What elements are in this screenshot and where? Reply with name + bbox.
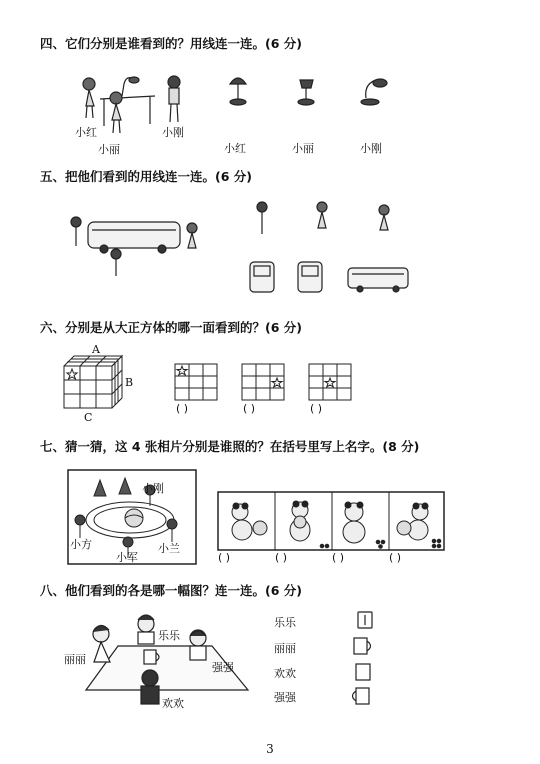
q4-scene-label-xiaogang: 小刚: [162, 126, 184, 139]
q7-answer-blank-3[interactable]: ( ): [332, 551, 345, 564]
question-8-title: 八、他们看到的各是哪一幅图？连一连。(6 分): [40, 583, 302, 598]
q8-scene-label-lele: 乐乐: [158, 629, 180, 642]
q7-scene-label-xiaojun: 小军: [116, 551, 138, 564]
q8-list-lele: 乐乐: [274, 616, 296, 629]
q4-scene-label-xiaoli: 小丽: [98, 143, 120, 156]
q6-face-label-a: A: [92, 343, 100, 356]
q8-scene-label-qiangqiang: 强强: [212, 661, 234, 674]
q7-scene-label-xiaogang: 小刚: [142, 482, 164, 495]
question-7-title: 七、猜一猜，这 4 张相片分别是谁照的？在括号里写上名字。(8 分): [40, 439, 420, 454]
question-6-title: 六、分别是从大正方体的哪一面看到的？(6 分): [40, 320, 302, 335]
q7-scene-label-xiaolan: 小兰: [158, 542, 180, 555]
q4-answer-label-xiaoli: 小丽: [292, 142, 314, 155]
q6-face-label-b: B: [125, 376, 134, 389]
q4-answer-label-xiaogang: 小刚: [360, 142, 382, 155]
q8-list-lili: 丽丽: [274, 642, 296, 655]
q8-scene-label-lili: 丽丽: [64, 653, 86, 666]
q7-answer-blank-4[interactable]: ( ): [389, 551, 402, 564]
q6-answer-blank-1[interactable]: ( ): [176, 402, 189, 415]
q7-answer-blank-1[interactable]: ( ): [218, 551, 231, 564]
q4-answer-label-xiaohong: 小红: [224, 142, 246, 155]
question-5-title: 五、把他们看到的用线连一连。(6 分): [40, 169, 252, 184]
q6-face-label-c: C: [84, 411, 93, 424]
q8-scene-label-huanhuan: 欢欢: [162, 697, 184, 710]
q6-answer-blank-3[interactable]: ( ): [310, 402, 323, 415]
q8-list-huanhuan: 欢欢: [274, 667, 296, 680]
q6-answer-blank-2[interactable]: ( ): [243, 402, 256, 415]
question-4-title: 四、它们分别是谁看到的？用线连一连。(6 分): [40, 36, 302, 51]
q4-scene-label-xiaohong: 小红: [75, 126, 97, 139]
q7-scene-label-xiaofang: 小方: [70, 538, 92, 551]
q7-answer-blank-2[interactable]: ( ): [275, 551, 288, 564]
page-number: 3: [266, 742, 274, 756]
q8-list-qiangqiang: 强强: [274, 691, 296, 704]
